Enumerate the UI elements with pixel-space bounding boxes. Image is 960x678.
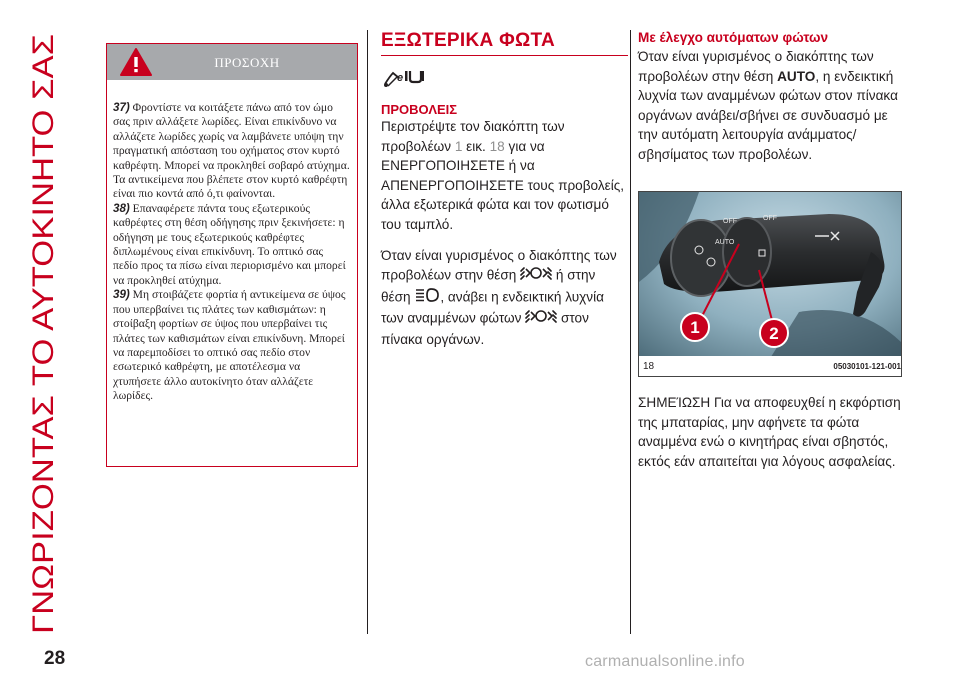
warning-item xyxy=(113,288,351,403)
middle-column xyxy=(381,30,627,350)
paragraph xyxy=(381,246,627,350)
headlight-main-beam-icon xyxy=(414,287,440,309)
chapter-side-title xyxy=(8,22,66,642)
right-column xyxy=(638,30,910,165)
warning-body xyxy=(107,80,357,404)
warning-item-number: 38) xyxy=(113,201,130,215)
section-title: ΕΞΩΤΕΡΙΚΑ ΦΩΤΑ xyxy=(381,30,556,51)
warning-item xyxy=(113,202,351,288)
text-run: , ανάβει η ενδεικτική λυχνία των αναμμένων φώτων xyxy=(381,289,604,326)
figure-ref: 18 xyxy=(489,138,505,154)
page-number: 28 xyxy=(44,648,66,669)
warning-item-number: 39) xyxy=(113,288,130,302)
text-run-bold: AUTO xyxy=(777,68,816,84)
switch-label-off: OFF xyxy=(723,218,737,225)
figure-headlight-switch xyxy=(638,191,902,377)
figure-code: 05030101-121-001 xyxy=(833,362,901,371)
paragraph xyxy=(638,47,910,165)
chapter-side-title-text: ΓΝΩΡΙΖΟΝΤΑΣ ΤΟ ΑΥΤΟΚΙΝΗΤΟ ΣΑΣ xyxy=(27,114,60,634)
svg-text:e: e xyxy=(397,72,404,84)
text-run: , η ενδεικτική λυχνία των αναμμένων φώτων στον πίνακα οργάνων ανάβει/σβήνει σε συνδυασμό με την αυτόματη λειτουργία ανάμματος/σβησίματος των προβολέων. xyxy=(638,68,898,162)
warning-item xyxy=(113,101,351,202)
switch-label-off-2: OFF xyxy=(763,215,777,222)
figure-ref: 1 xyxy=(454,138,463,154)
warning-box xyxy=(106,43,358,467)
text-run: Περιστρέψτε τον διακόπτη των προβολέων xyxy=(381,119,565,154)
text-run: για να ΕΝΕΡΓΟΠΟΙΗΣΕΤΕ ή να ΑΠΕΝΕΡΓΟΠΟΙΗΣΕΤΕ τους προβολείς, άλλα εξωτερικά φώτα και τον φωτισμό του ταμπλό. xyxy=(381,138,625,232)
figure-number: 18 xyxy=(643,361,655,372)
warning-item-text: Μη στοιβάζετε φορτία ή αντικείμενα σε ύψος που υπερβαίνει τις πλάτες των καθισμάτων: η στοίβαξη φορτίων σε ύψος που υπερβαίνει τις πλάτες των καθισμάτων είναι επικίνδυνη. Μπορεί να παρεμποδίσει το οπτικό σας πεδίο στον εσωτερικό καθρέφτη, με αποτέλεσμα να χτυπήσετε άλλο αυτοκίνητο όταν αλλάζετε λωρίδες. xyxy=(113,288,346,403)
column-divider xyxy=(367,30,368,634)
note-paragraph: ΣΗΜΕΊΩΣΗ Για να αποφευχθεί η εκφόρτιση της μπαταρίας, μην αφήνετε τα φώτα αναμμένα ενώ ο κινητήρας είναι σβηστός, εκτός εάν απαιτείται για λόγους ασφαλείας. xyxy=(638,395,901,469)
warning-header xyxy=(107,44,357,80)
warning-item-number: 37) xyxy=(113,101,130,114)
text-run: Όταν είναι γυρισμένος ο διακόπτης των προβολέων στην θέση xyxy=(638,49,874,84)
subsection-title: ΠΡΟΒΟΛΕΙΣ xyxy=(381,102,458,117)
text-run: Όταν είναι γυρισμένος ο διακόπτης των προβολέων στην θέση xyxy=(381,247,617,283)
lighting-switch-icon xyxy=(381,65,627,94)
warning-item-text: Φροντίστε να κοιτάξετε πάνω από τον ώμο σας πριν αλλάξετε λωρίδες. Είναι επικίνδυνο να αλλάζετε λωρίδες χωρίς να λαμβάνετε υπόψη την πραγματική απόσταση του οχήματος στον κυρτό καθρέφτη. Μπορεί να προκληθεί σοβαρό ατύχημα. Τα αντικείμενα που βλέπετε στον κυρτό καθρέφτη είναι πιο κοντά από ό,τι φαίνονται. xyxy=(113,101,350,201)
lights-on-indicator-icon xyxy=(525,308,557,330)
headlight-low-beam-icon xyxy=(520,265,552,287)
text-run: εικ. xyxy=(462,138,490,154)
warning-title: ΠΡΟΣΟΧΗ xyxy=(214,55,280,70)
switch-label-auto: AUTO xyxy=(715,239,735,246)
text-run: ή στην θέση xyxy=(381,267,596,305)
text-run: στον πίνακα οργάνων. xyxy=(381,310,589,347)
section-title-rule xyxy=(381,55,628,56)
warning-item-text: Επαναφέρετε πάντα τους εξωτερικούς καθρέφτες στη θέση οδήγησης πριν ξεκινήσετε: η οδήγηση με τους εξωτερικούς καθρέφτες διπλωμένους είναι επικίνδυνη. Το οπτικό σας πεδίο προς τα πίσω είναι περιορισμένο και μπορεί να προκληθεί ατύχημα. xyxy=(113,201,346,287)
column-divider xyxy=(630,30,631,634)
paragraph xyxy=(381,117,627,235)
subsection-title: Με έλεγχο αυτόματων φώτων xyxy=(638,30,829,45)
watermark: carmanualsonline.info xyxy=(585,653,745,670)
callout-2: 2 xyxy=(769,324,779,343)
callout-1: 1 xyxy=(690,318,700,337)
